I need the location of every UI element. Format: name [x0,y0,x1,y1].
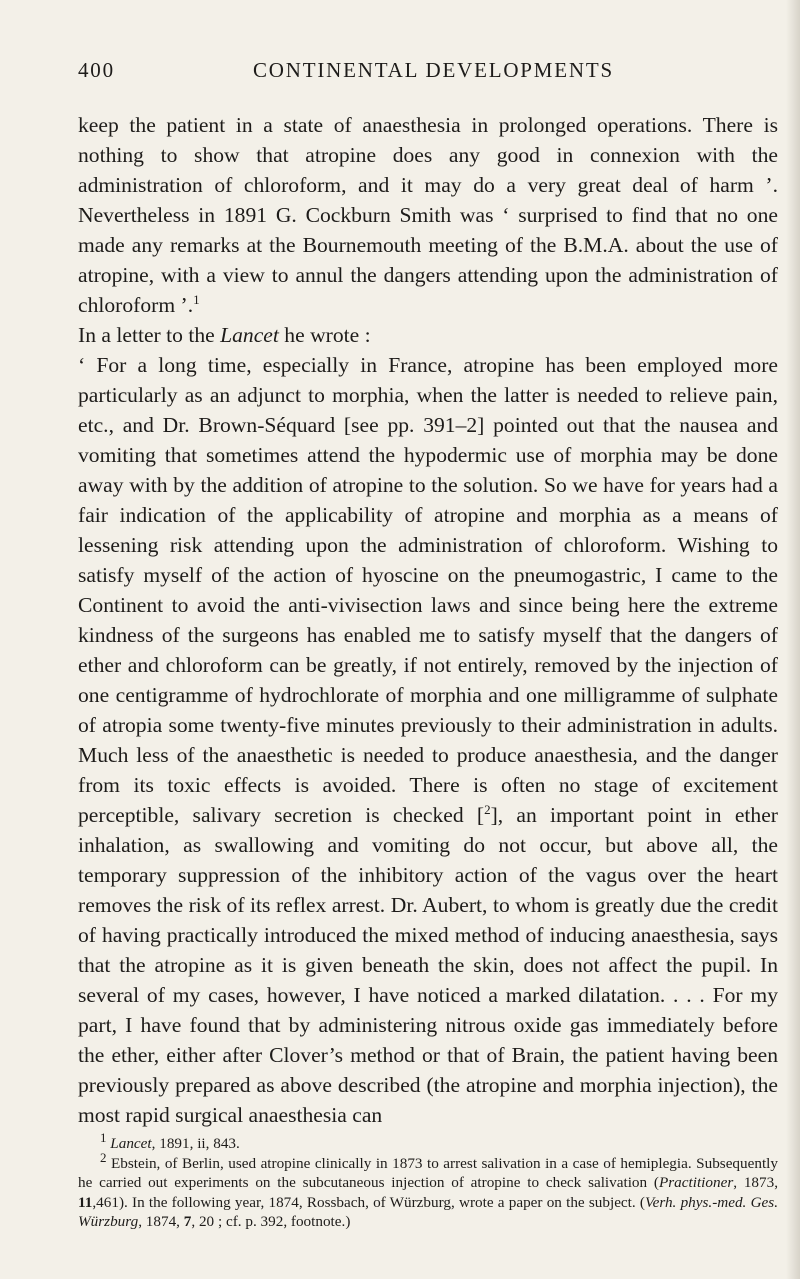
running-header [78,58,778,92]
footnote-2-journal-2: Verh. phys.-med. Ges. Würzburg [78,1193,778,1230]
paragraph-1 [78,110,778,320]
footnote-2-volume-2: 7 [183,1213,192,1230]
quotation-paragraph [78,350,778,1130]
running-title: CONTINENTAL DEVELOPMENTS [253,58,614,82]
footnote-ref-1: 1 [193,291,200,307]
footnotes [78,1129,779,1232]
footnote-1-text: , 1891, ii, 843. [151,1135,240,1152]
footnote-2-text-a: Ebstein, of Berlin, used atropine clinically in 1873 to arrest salivation in a case of hemiplegia. Subsequently he carried out experiments on the subcutaneous injection of atropine to check salivation ( [78,1154,778,1191]
book-page [78,58,778,1232]
paragraph-2 [78,320,778,350]
footnote-2-text-e: , 20 ; cf. p. 392, footnote.) [191,1213,351,1230]
footnote-2-text-d: , 1874, [138,1213,184,1230]
paragraph-2-text: In a letter to the [78,323,221,347]
footnote-ref-2: 2 [484,801,491,817]
footnote-1-mark: 1 [100,1129,107,1145]
quotation-text-start: ‘ For a long time, especially in France, atropine has been employed more particularly as an adjunct to morphia, when the latter is needed to relieve pain, etc., and Dr. Brown-Séquard [see pp. 391–2] pointed out that the nausea and vomiting that sometimes attend the hypodermic use of morphia may be done away with by the addition of atropine to the solution. So we have for years had a fair indication of the applicability of atropine and morphia as a means of lessening risk attending upon the administration of chloroform. Wishing to satisfy myself of the action of hyoscine on the pneumogastric, I came to the Continent to avoid the anti-vivisection laws and since being here the extreme kindness of the surgeons has enabled me to satisfy myself that the dangers of ether and chloroform can be greatly, if not entirely, removed by the injection of one centigramme of hydrochlorate of morphia and one milligramme of sulphate of atropia some twenty-five minutes previously to their administration in adults. Much less of the anaesthetic is needed to produce anaesthesia, and the danger from its toxic effects is avoided. There is often no stage of excitement perceptible, salivary secretion is checked [ [78,353,778,827]
page-edge-shadow [786,0,800,1279]
lancet-italic: Lancet [220,323,279,347]
quotation-text-end: ], an important point in ether inhalation, as swallowing and vomiting do not occur, but above all, the temporary suppression of the inhibitory action of the vagus over the heart removes the risk of its reflex arrest. Dr. Aubert, to whom is greatly due the credit of having practically introduced the mixed method of inducing anaesthesia, says that the atropine as it is given beneath the skin, does not affect the pupil. In several of my cases, however, I have noticed a marked dilatation. . . . For my part, I have found that by administering nitrous oxide gas immediately before the ether, either after Clover’s method or that of Brain, the patient having been previously prepared as above described (the atropine and morphia injection), the most rapid surgical anaesthesia can [78,803,778,1127]
footnote-1 [78,1129,778,1154]
page-number: 400 [78,58,115,82]
footnote-2-volume-1: 11 [78,1193,93,1211]
paragraph-2-text-end: he wrote : [278,323,371,347]
footnote-2-journal-1: Practitioner [658,1174,734,1191]
footnote-2-text-b: , 1873, [733,1174,779,1191]
paragraph-1-text: keep the patient in a state of anaesthesia in prolonged operations. There is nothing to show that atropine does any good in connexion with the administration of chloroform, and it may do a very great deal of harm ’. Nevertheless in 1891 G. Cockburn Smith was ‘ surprised to find that no one made any remarks at the Bournemouth meeting of the B.M.A. about the use of atropine, with a view to annul the dangers attending upon the administration of chloroform ’. [78,113,778,317]
footnote-2-mark: 2 [100,1149,107,1165]
main-text [78,110,778,1130]
footnote-2-text-c: ,461). In the following year, 1874, Rossbach, of Würzburg, wrote a paper on the subject. ( [92,1193,645,1211]
footnote-2 [78,1149,779,1232]
footnote-1-journal: Lancet [110,1135,152,1152]
